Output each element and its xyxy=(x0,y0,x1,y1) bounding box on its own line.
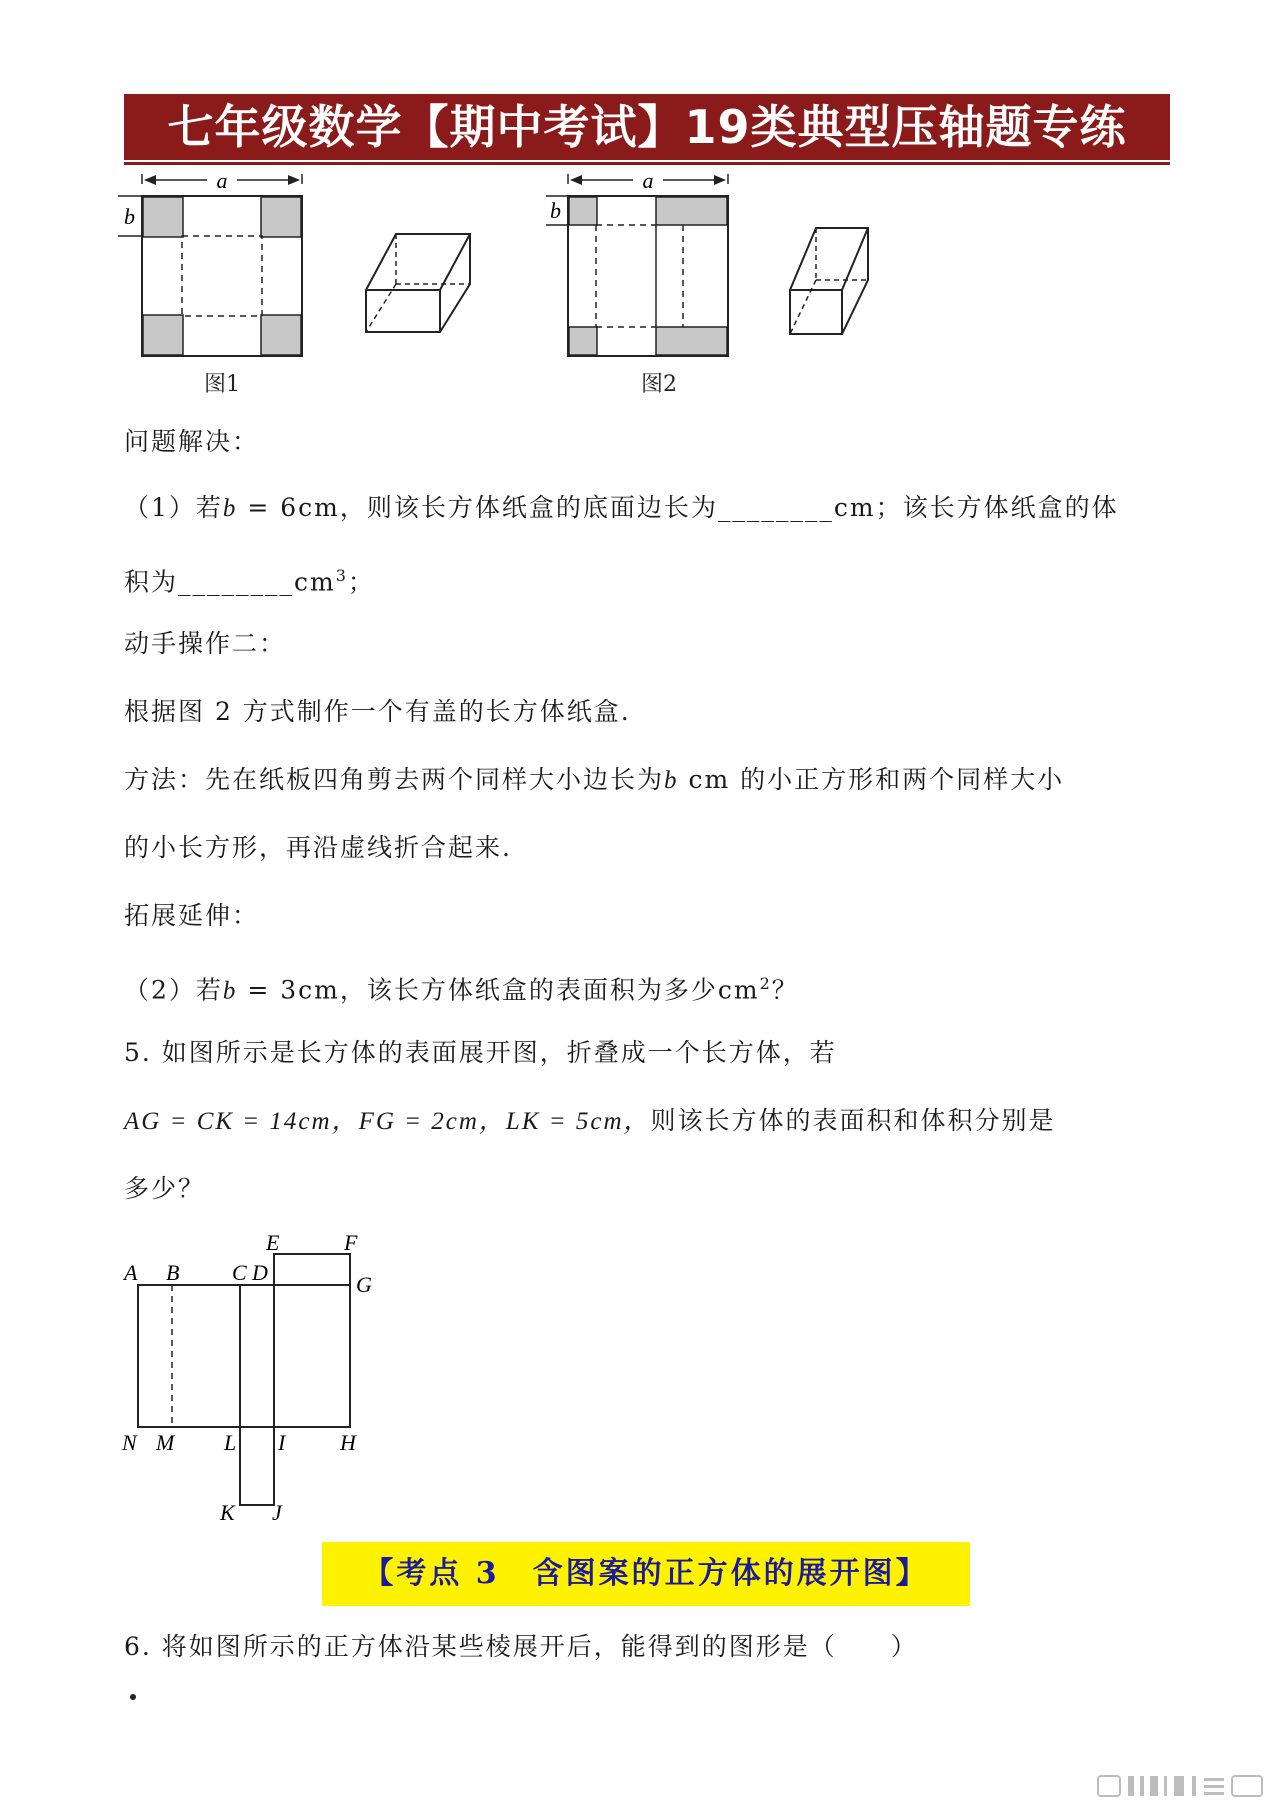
question-1-line-1 xyxy=(124,491,1119,526)
figure-1-caption: 图1 xyxy=(204,372,240,397)
q2-unit: cm xyxy=(717,975,760,1005)
net-label-K: K xyxy=(220,1500,235,1525)
q1-unit2: cm xyxy=(294,567,336,597)
figure-2 xyxy=(546,168,736,358)
q2-suffix: ？ xyxy=(771,975,799,1005)
net-label-D: D xyxy=(252,1260,268,1285)
net-label-E: E xyxy=(266,1230,280,1255)
net-label-L: L xyxy=(224,1430,237,1455)
q1-var-b: b xyxy=(222,495,238,522)
page-title: 七年级数学【期中考试】19类典型压轴题专练 xyxy=(124,94,1170,160)
net-label-B: B xyxy=(166,1260,180,1285)
net-label-G: G xyxy=(356,1272,372,1297)
question-6: 6. 将如图所示的正方体沿某些棱展开后，能得到的图形是（ ） xyxy=(124,1632,918,1661)
fig1-label-a: a xyxy=(216,168,228,193)
figure-2-caption: 图2 xyxy=(641,372,677,397)
figure-1-box xyxy=(362,228,472,338)
q1-blank-2: ________ xyxy=(178,567,295,597)
q1-blank-1: ________ xyxy=(717,493,834,522)
net-label-H: H xyxy=(340,1430,356,1455)
question-5-line-1: 5. 如图所示是长方体的表面展开图，折叠成一个长方体，若 xyxy=(124,1038,837,1067)
q1-unit1: cm；该长方体纸盒的体 xyxy=(833,493,1119,522)
title-rule xyxy=(124,162,1170,165)
net-label-N: N xyxy=(122,1430,137,1455)
q2-prefix: （2）若 xyxy=(124,975,223,1005)
method-line1-a: 方法：先在纸板四角剪去两个同样大小边长为 xyxy=(124,765,665,794)
q1-line2-prefix: 积为 xyxy=(124,567,179,597)
q5-math: AG = CK = 14cm，FG = 2cm，LK = 5cm， xyxy=(124,1108,651,1135)
fig2-label-a: a xyxy=(642,168,654,193)
method-line1-c: cm 的小正方形和两个同样大小 xyxy=(678,765,1065,794)
q2-sup: 2 xyxy=(759,974,772,993)
q1-prefix: （1）若 xyxy=(124,493,223,522)
cuboid-net-figure xyxy=(118,1228,388,1528)
method-var-b: b xyxy=(664,767,679,794)
heading-extension: 拓展延伸： xyxy=(124,901,260,930)
heading-problem-solving: 问题解决： xyxy=(124,427,260,456)
q1-line2-suffix: ； xyxy=(347,567,375,597)
q2-eq: = 3cm，该长方体纸盒的表面积为多少 xyxy=(237,975,718,1005)
bullet-dot xyxy=(130,1694,136,1700)
net-label-M: M xyxy=(156,1430,175,1455)
q1-eq: = 6cm，则该长方体纸盒的底面边长为 xyxy=(237,493,718,522)
question-5-line-2 xyxy=(124,1104,1056,1139)
net-label-C: C xyxy=(232,1260,247,1285)
heading-hands-on-2: 动手操作二： xyxy=(124,629,287,658)
net-label-A: A xyxy=(124,1260,138,1285)
figure-2-box xyxy=(786,222,872,340)
question-1-line-2 xyxy=(124,559,375,599)
key-point-banner: 【考点 3 含图案的正方体的展开图】 xyxy=(322,1542,970,1606)
net-label-J: J xyxy=(272,1500,282,1525)
watermark-logo xyxy=(1096,1772,1266,1800)
method-intro: 根据图 2 方式制作一个有盖的长方体纸盒. xyxy=(124,697,631,726)
question-5-line-3: 多少？ xyxy=(124,1174,206,1203)
fig1-label-b: b xyxy=(124,204,135,229)
net-label-F: F xyxy=(344,1230,358,1255)
question-2 xyxy=(124,967,799,1008)
figure-1 xyxy=(118,168,318,358)
q2-var-b: b xyxy=(222,977,238,1005)
method-line-2: 的小长方形，再沿虚线折合起来. xyxy=(124,833,512,862)
net-label-I: I xyxy=(278,1430,286,1455)
q1-sup: 3 xyxy=(335,566,348,585)
fig2-label-b: b xyxy=(550,198,561,223)
method-line-1 xyxy=(124,763,1064,798)
q5-text: 则该长方体的表面积和体积分别是 xyxy=(650,1106,1056,1135)
